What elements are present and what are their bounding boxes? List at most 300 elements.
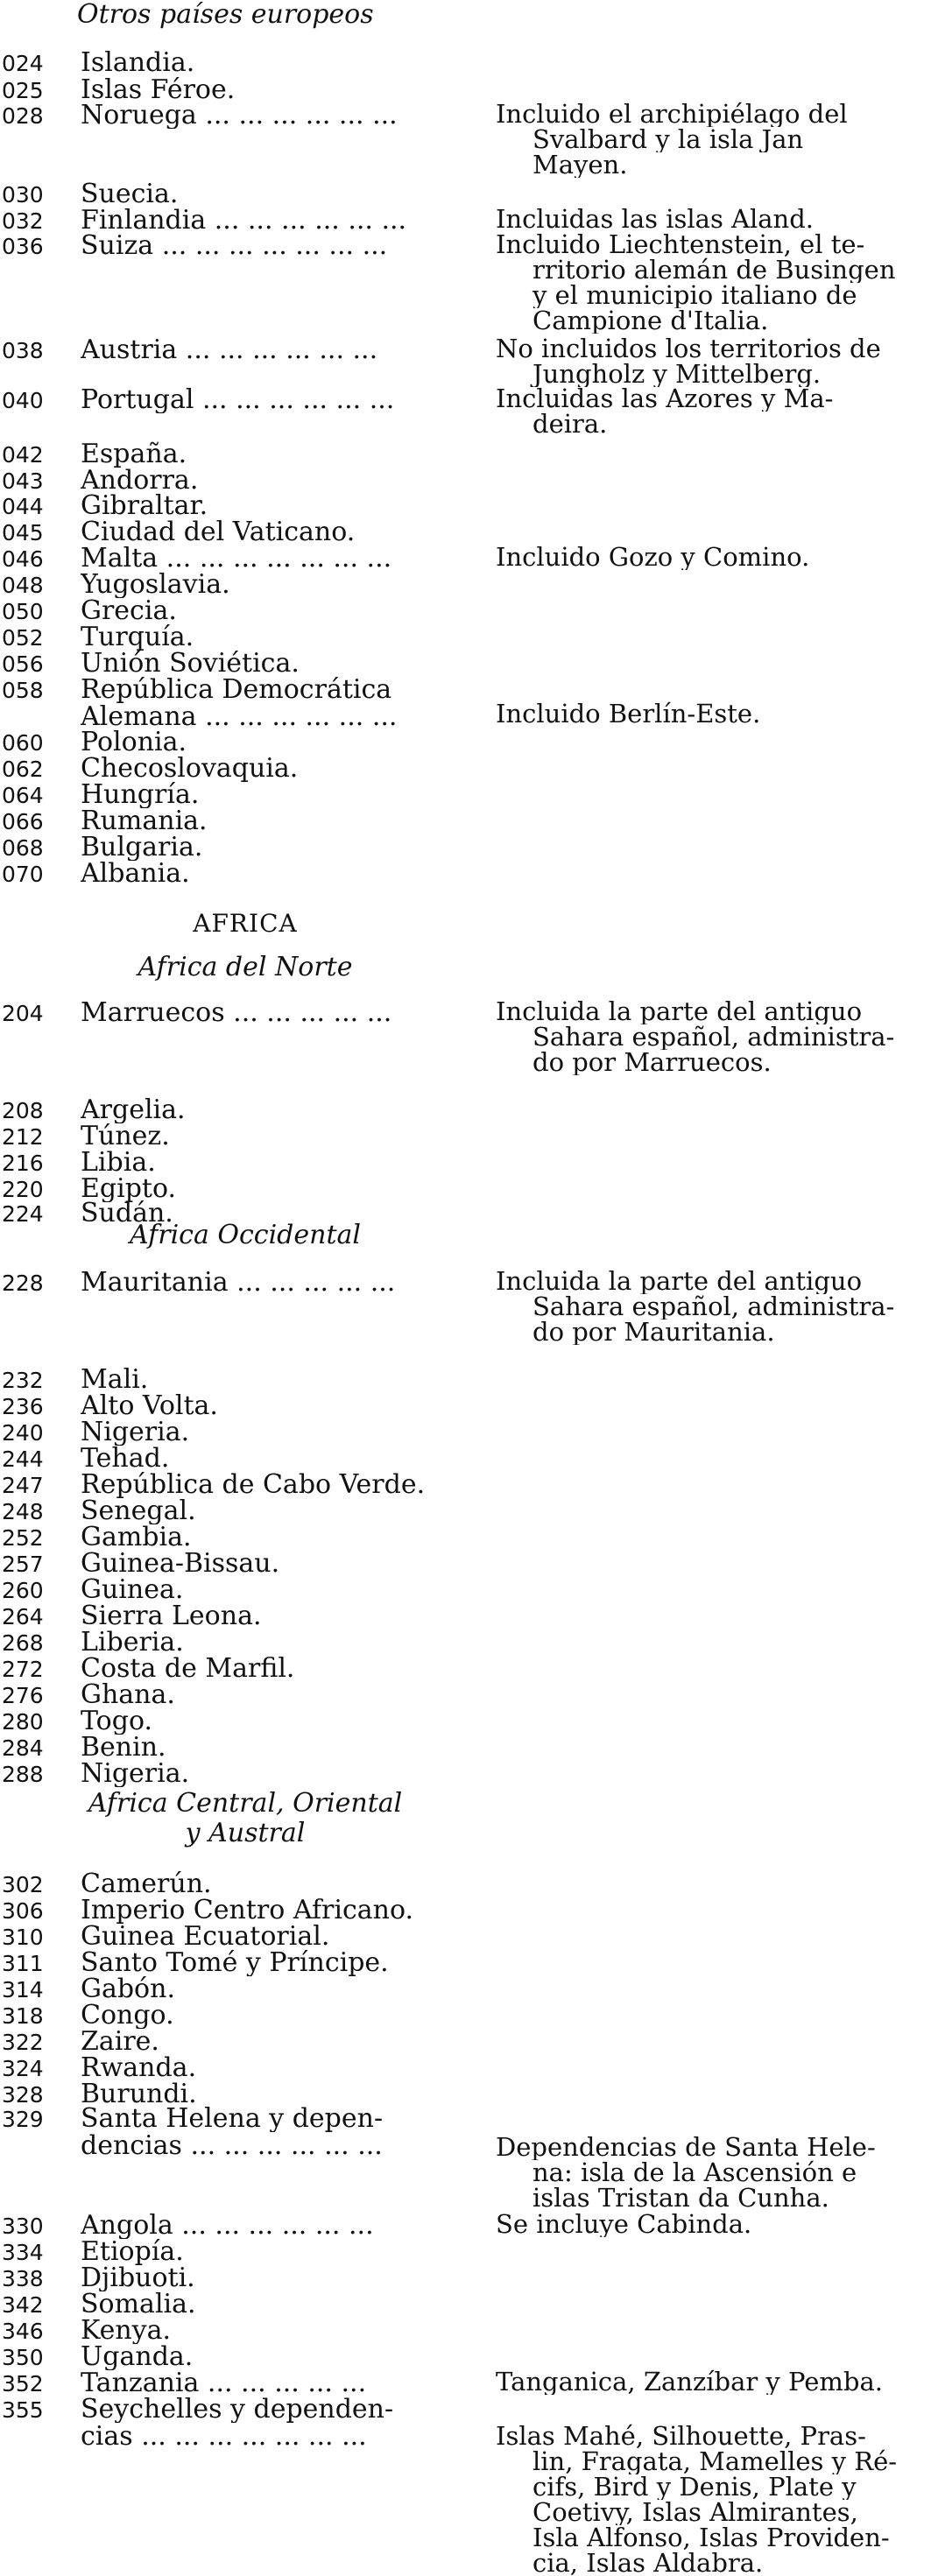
country-code: 030 — [2, 182, 44, 208]
country-code: 264 — [2, 1604, 44, 1629]
country-name-line: Santa Helena y depen- — [81, 2105, 384, 2132]
country-entry — [0, 834, 938, 862]
country-entry — [0, 2369, 938, 2398]
country-name — [81, 1269, 492, 1296]
country-entry — [0, 1975, 938, 2004]
country-note-line: Incluidas las islas Aland. — [496, 207, 815, 232]
country-note — [496, 2369, 935, 2395]
country-code: 036 — [2, 234, 44, 259]
country-name — [81, 1123, 492, 1150]
country-entry — [0, 2135, 938, 2211]
country-code: 342 — [2, 2292, 44, 2318]
country-entry — [0, 336, 938, 387]
section-heading-africa: AFRICA — [193, 909, 298, 938]
country-name-line: Suecia. — [81, 180, 179, 208]
country-name-line: Mauritania ... ... ... ... ... — [81, 1269, 396, 1296]
country-name — [81, 49, 492, 76]
country-entry — [0, 1734, 938, 1763]
country-name — [81, 860, 492, 887]
country-name-line: Tehad. — [81, 1445, 170, 1472]
country-note-line: islas Tristan da Cunha. — [532, 2185, 829, 2211]
country-name-line: República Democrática — [81, 676, 392, 703]
country-code: 280 — [2, 1709, 44, 1735]
country-name-line: Libia. — [81, 1149, 156, 1176]
country-note — [496, 386, 935, 437]
country-code: 252 — [2, 1525, 44, 1551]
country-code: 240 — [2, 1420, 44, 1446]
country-name-line: Benin. — [81, 1734, 166, 1761]
country-name — [81, 76, 492, 103]
country-name-line: Tanzania ... ... ... ... ... — [81, 2369, 367, 2397]
country-entry — [0, 518, 938, 547]
country-code: 260 — [2, 1578, 44, 1603]
country-entry — [0, 1418, 938, 1447]
country-entry — [0, 650, 938, 679]
country-code: 043 — [2, 468, 44, 494]
country-code: 272 — [2, 1657, 44, 1682]
country-name-line: Sudán. — [81, 1200, 173, 1227]
country-note — [496, 999, 935, 1075]
country-name — [81, 1655, 492, 1682]
country-code: 048 — [2, 573, 44, 598]
country-code: 066 — [2, 809, 44, 834]
country-note-line: deira. — [532, 412, 608, 437]
country-name-line: Checoslovaquia. — [81, 755, 299, 782]
country-name — [81, 1602, 492, 1629]
country-name — [81, 1734, 492, 1761]
country-note-line: do por Marruecos. — [532, 1050, 772, 1075]
country-entry — [0, 1497, 938, 1526]
country-name-line: Congo. — [81, 2002, 174, 2029]
country-name — [81, 1366, 492, 1393]
country-name — [81, 834, 492, 861]
country-name-line: Argelia. — [81, 1096, 186, 1123]
country-name-line: Mali. — [81, 1366, 149, 1393]
country-name-line: Túnez. — [81, 1123, 170, 1150]
country-name — [81, 102, 492, 129]
country-name — [81, 2028, 492, 2055]
country-entry — [0, 1870, 938, 1899]
country-note-line: Incluido Liechtenstein, el te- — [496, 232, 865, 257]
country-name — [81, 1175, 492, 1202]
country-entry — [0, 2028, 938, 2057]
country-name-line: Islandia. — [81, 49, 195, 76]
country-entry — [0, 1471, 938, 1500]
country-entry — [0, 49, 938, 78]
country-name-line: Polonia. — [81, 728, 187, 756]
country-code: 028 — [2, 103, 44, 129]
country-entry — [0, 1149, 938, 1178]
country-entry — [0, 1524, 938, 1552]
country-entry — [0, 1949, 938, 1978]
country-name — [81, 2080, 492, 2108]
country-name-line: Noruega ... ... ... ... ... ... — [81, 102, 398, 129]
country-code: 311 — [2, 1951, 44, 1976]
country-code: 350 — [2, 2345, 44, 2370]
country-code: 302 — [2, 1872, 44, 1897]
country-name — [81, 1975, 492, 2002]
country-entry — [0, 1681, 938, 1710]
country-name — [81, 2264, 492, 2291]
country-name-line: Camerún. — [81, 1870, 212, 1897]
country-name — [81, 807, 492, 834]
country-code: 064 — [2, 783, 44, 808]
country-code: 318 — [2, 2003, 44, 2029]
country-code: 038 — [2, 338, 44, 363]
country-name-line: Zaire. — [81, 2028, 159, 2055]
country-code: 070 — [2, 862, 44, 887]
country-entry — [0, 571, 938, 600]
country-code: 276 — [2, 1683, 44, 1708]
country-code: 334 — [2, 2240, 44, 2265]
country-name — [81, 571, 492, 598]
country-code: 044 — [2, 494, 44, 519]
country-entry — [0, 728, 938, 757]
country-note-line: Isla Alfonso, Islas Providen- — [532, 2525, 890, 2551]
country-code: 329 — [2, 2107, 44, 2132]
country-name-line: Alto Volta. — [81, 1392, 218, 1419]
country-code: 052 — [2, 625, 44, 651]
country-name-line: República de Cabo Verde. — [81, 1471, 426, 1498]
country-name — [81, 1949, 492, 1976]
country-entry — [0, 755, 938, 784]
country-name — [81, 1096, 492, 1123]
country-name — [81, 180, 492, 208]
country-name — [81, 2002, 492, 2029]
country-name — [81, 1897, 492, 1924]
country-name — [81, 597, 492, 624]
country-name — [81, 386, 492, 413]
country-note-line: Se incluye Cabinda. — [496, 2212, 752, 2237]
country-note-line: cia, Islas Aldabra. — [532, 2551, 764, 2576]
country-name — [81, 2212, 492, 2239]
country-entry — [0, 860, 938, 889]
country-name — [81, 1629, 492, 1656]
country-name-line: Rwanda. — [81, 2054, 197, 2081]
country-entry — [0, 2238, 938, 2267]
country-name-line: dencias ... ... ... ... ... ... — [81, 2132, 383, 2159]
country-name-line: Seychelles y dependen- — [81, 2396, 394, 2423]
country-note — [496, 701, 935, 727]
country-name-line: Ciudad del Vaticano. — [81, 518, 356, 545]
country-code: 346 — [2, 2319, 44, 2344]
country-name-line: Suiza ... ... ... ... ... ... ... — [81, 232, 388, 259]
country-name-line: Somalia. — [81, 2291, 196, 2318]
country-note-line: Islas Mahé, Silhouette, Pras- — [496, 2424, 866, 2449]
country-name-line: Unión Soviética. — [81, 650, 300, 677]
country-code: 025 — [2, 78, 44, 103]
country-note-line: Tanganica, Zanzíbar y Pemba. — [496, 2369, 883, 2395]
country-entry — [0, 1392, 938, 1421]
country-note-line: Mayen. — [532, 152, 628, 178]
country-note-line: rritorio alemán de Busingen — [532, 257, 896, 283]
country-name — [81, 207, 492, 234]
country-entry — [0, 2212, 938, 2241]
country-entry — [0, 2264, 938, 2293]
country-entry — [0, 1897, 938, 1925]
country-code: 310 — [2, 1925, 44, 1950]
section-heading-otros-paises-europeos: Otros países europeos — [77, 0, 374, 30]
country-code: 268 — [2, 1630, 44, 1656]
country-name — [81, 1524, 492, 1551]
country-note-line: cifs, Bird y Denis, Plate y — [532, 2474, 857, 2500]
country-name-line: Malta ... ... ... ... ... ... ... — [81, 545, 392, 572]
country-code: 248 — [2, 1499, 44, 1524]
country-code: 046 — [2, 546, 44, 572]
country-note-line: Incluida la parte del antiguo — [496, 1269, 863, 1294]
country-name-line: Albania. — [81, 860, 190, 887]
country-name — [81, 518, 492, 545]
country-note-line: No incluidos los territorios de — [496, 336, 881, 362]
country-name — [81, 1870, 492, 1897]
country-name — [81, 1681, 492, 1708]
country-name-line: Senegal. — [81, 1497, 196, 1524]
country-note-line: Sahara español, administra- — [532, 1024, 895, 1050]
country-entry — [0, 1200, 938, 1228]
country-entry — [0, 440, 938, 469]
country-name-line: Finlandia ... ... ... ... ... ... — [81, 207, 407, 234]
country-code: 352 — [2, 2371, 44, 2397]
country-note-line: do por Mauritania. — [532, 1320, 775, 1345]
country-note-line: Jungholz y Mittelberg. — [532, 362, 822, 387]
country-code: 330 — [2, 2214, 44, 2239]
country-note-line: Incluido el archipiélago del — [496, 102, 848, 127]
country-code: 328 — [2, 2082, 44, 2108]
country-code: 032 — [2, 208, 44, 234]
country-entry — [0, 2002, 938, 2031]
country-name-line: Etiopía. — [81, 2238, 184, 2265]
country-entry — [0, 2291, 938, 2319]
country-code: 236 — [2, 1394, 44, 1419]
country-name-line: Burundi. — [81, 2080, 197, 2108]
country-name-line: cias ... ... ... ... ... ... ... — [81, 2423, 367, 2450]
country-name — [81, 755, 492, 782]
country-name — [81, 492, 492, 519]
country-name — [81, 2343, 492, 2370]
country-name-line: Uganda. — [81, 2343, 194, 2370]
country-code: 306 — [2, 1898, 44, 1924]
country-entry — [0, 1655, 938, 1684]
country-entry — [0, 1707, 938, 1736]
country-code: 060 — [2, 730, 44, 756]
country-code: 058 — [2, 678, 44, 703]
country-name-line: Rumania. — [81, 807, 208, 834]
country-name-line: Nigeria. — [81, 1418, 190, 1446]
country-name-line: Bulgaria. — [81, 834, 203, 861]
country-entry — [0, 180, 938, 209]
country-name — [81, 336, 492, 363]
country-name — [81, 1760, 492, 1787]
country-name-line: Togo. — [81, 1707, 153, 1735]
country-code: 244 — [2, 1446, 44, 1472]
country-name-line: Guinea Ecuatorial. — [81, 1923, 330, 1950]
country-name — [81, 440, 492, 468]
country-name — [81, 2369, 492, 2397]
country-code: 050 — [2, 599, 44, 624]
country-note — [496, 2424, 935, 2576]
country-code: 314 — [2, 1977, 44, 2002]
country-note — [496, 232, 935, 334]
country-code: 045 — [2, 520, 44, 545]
country-entry — [0, 1923, 938, 1952]
country-code: 247 — [2, 1473, 44, 1498]
country-name — [81, 1200, 492, 1227]
country-entry — [0, 1445, 938, 1474]
country-name — [81, 1392, 492, 1419]
country-note-line: lin, Fragata, Mamelles y Ré- — [532, 2449, 898, 2474]
country-entry — [0, 1269, 938, 1345]
country-name — [81, 999, 492, 1026]
country-name-line: Austria ... ... ... ... ... ... — [81, 336, 378, 363]
country-name-line: Gibraltar. — [81, 492, 208, 519]
country-name — [81, 1418, 492, 1446]
country-code: 224 — [2, 1201, 44, 1227]
country-note-line: Incluido Gozo y Comino. — [496, 545, 810, 570]
country-name-line: Yugoslavia. — [81, 571, 230, 598]
country-entry — [0, 2317, 938, 2346]
country-note — [496, 207, 935, 232]
country-name — [81, 1550, 492, 1577]
country-code: 042 — [2, 442, 44, 468]
country-entry — [0, 1576, 938, 1605]
country-entry — [0, 1366, 938, 1395]
country-entry — [0, 1096, 938, 1125]
country-name-line: Islas Féroe. — [81, 76, 236, 103]
country-note-line: Sahara español, administra- — [532, 1294, 895, 1320]
country-name-line: Angola ... ... ... ... ... ... — [81, 2212, 374, 2239]
country-note-line: Dependencias de Santa Hele- — [496, 2135, 876, 2160]
country-entry — [0, 545, 938, 574]
country-name — [81, 650, 492, 677]
country-name — [81, 728, 492, 756]
country-entry — [0, 102, 938, 178]
country-code: 257 — [2, 1552, 44, 1577]
country-code: 284 — [2, 1735, 44, 1761]
country-code: 024 — [2, 51, 44, 76]
country-code: 228 — [2, 1270, 44, 1296]
country-entry — [0, 2424, 938, 2576]
country-name-line: Egipto. — [81, 1175, 177, 1202]
section-heading-africa-del-norte: Africa del Norte — [138, 952, 353, 982]
country-entry — [0, 232, 938, 334]
country-name — [81, 2291, 492, 2318]
country-name — [81, 1576, 492, 1603]
country-code: 062 — [2, 757, 44, 782]
country-name-line: Alemana ... ... ... ... ... ... — [81, 703, 398, 730]
country-note-line: y el municipio italiano de — [532, 283, 857, 308]
country-name — [81, 1149, 492, 1176]
section-heading-africa-occidental: Africa Occidental — [129, 1220, 361, 1250]
country-code: 212 — [2, 1124, 44, 1150]
country-entry — [0, 597, 938, 626]
country-name-line: Marruecos ... ... ... ... ... — [81, 999, 392, 1026]
country-note-line: na: isla de la Ascensión e — [532, 2160, 857, 2185]
country-name-line: España. — [81, 440, 187, 468]
country-entry — [0, 492, 938, 521]
country-entry — [0, 999, 938, 1075]
country-name-line: Hungría. — [81, 781, 200, 808]
country-name — [81, 2238, 492, 2265]
country-note — [496, 545, 935, 570]
country-name-line: Guinea-Bissau. — [81, 1550, 280, 1577]
country-name — [81, 232, 492, 259]
country-code: 216 — [2, 1151, 44, 1176]
country-note-line: Campione d'Italia. — [532, 308, 769, 334]
country-code: 322 — [2, 2030, 44, 2055]
country-entry — [0, 1602, 938, 1631]
country-name-line: Turquía. — [81, 623, 194, 651]
country-code: 204 — [2, 1001, 44, 1026]
country-code: 232 — [2, 1368, 44, 1393]
country-name-line: Djibuoti. — [81, 2264, 195, 2291]
country-entry — [0, 2054, 938, 2083]
country-name-line: Costa de Marfil. — [81, 1655, 295, 1682]
country-name — [81, 1497, 492, 1524]
country-entry — [0, 386, 938, 437]
section-heading-africa-central-oriental: Africa Central, Oriental — [88, 1788, 403, 1819]
country-name-line: Liberia. — [81, 1629, 184, 1656]
country-name — [81, 545, 492, 572]
country-name-line: Imperio Centro Africano. — [81, 1897, 414, 1924]
country-name-line: Andorra. — [81, 467, 199, 494]
country-note — [496, 2135, 935, 2211]
country-note — [496, 2212, 935, 2237]
country-code: 220 — [2, 1177, 44, 1202]
country-name-line: Kenya. — [81, 2317, 172, 2344]
country-note — [496, 336, 935, 387]
country-code: 068 — [2, 835, 44, 861]
country-name — [81, 1471, 492, 1498]
country-code: 288 — [2, 1762, 44, 1787]
country-name-line: Portugal ... ... ... ... ... ... — [81, 386, 395, 413]
country-name-line: Gambia. — [81, 1524, 192, 1551]
country-code: 040 — [2, 388, 44, 413]
country-code: 324 — [2, 2056, 44, 2081]
country-name-line: Ghana. — [81, 1681, 175, 1708]
country-code: 056 — [2, 651, 44, 677]
country-name — [81, 1707, 492, 1735]
country-name — [81, 623, 492, 651]
country-name — [81, 2317, 492, 2344]
country-note-line: Incluido Berlín-Este. — [496, 701, 761, 727]
country-note — [496, 102, 935, 178]
country-name-line: Nigeria. — [81, 1760, 190, 1787]
country-note — [496, 1269, 935, 1345]
country-code: 355 — [2, 2397, 44, 2423]
country-note-line: Incluida la parte del antiguo — [496, 999, 863, 1024]
country-entry — [0, 2343, 938, 2372]
country-entry — [0, 807, 938, 836]
country-note-line: Incluidas las Azores y Ma- — [496, 386, 834, 412]
country-name-line: Sierra Leona. — [81, 1602, 262, 1629]
country-entry — [0, 781, 938, 810]
country-entry — [0, 623, 938, 652]
country-note-line: Coetivy, Islas Almirantes, — [532, 2500, 858, 2525]
country-code: 208 — [2, 1098, 44, 1123]
country-name — [81, 1923, 492, 1950]
country-name-line: Gabón. — [81, 1975, 175, 2002]
country-name — [81, 781, 492, 808]
country-name — [81, 2054, 492, 2081]
country-note-line: Svalbard y la isla Jan — [532, 127, 804, 152]
country-entry — [0, 1123, 938, 1151]
country-name — [81, 1445, 492, 1472]
country-name-line: Santo Tomé y Príncipe. — [81, 1949, 389, 1976]
country-entry — [0, 1760, 938, 1789]
country-entry — [0, 1550, 938, 1579]
section-heading-y-austral: y Austral — [185, 1818, 306, 1848]
country-code: 338 — [2, 2266, 44, 2291]
